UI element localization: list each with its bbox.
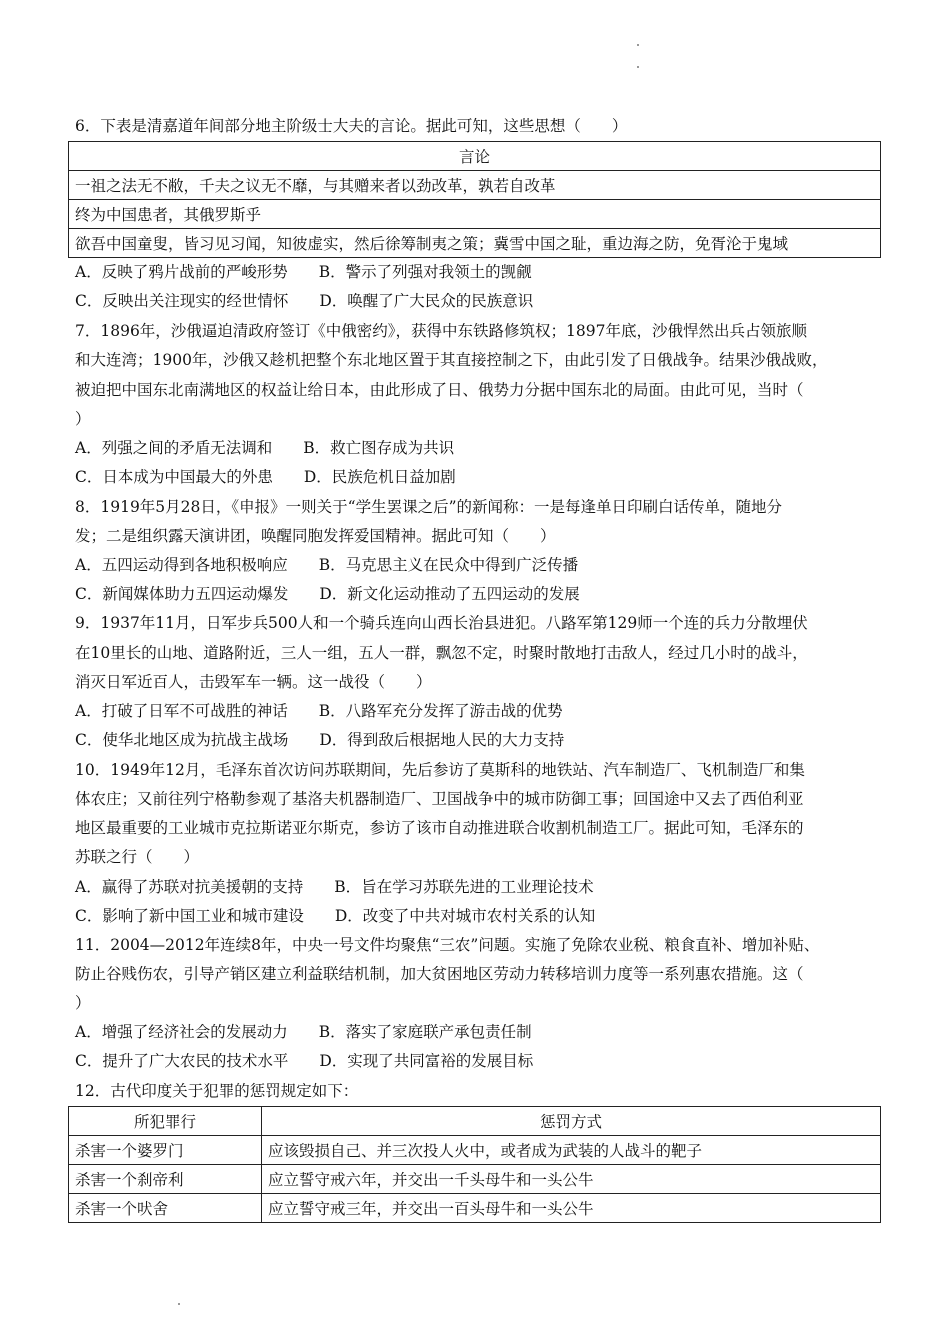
q6-stem: 6．下表是清嘉道年间部分地主阶级士大夫的言论。据此可知，这些思想（ ） — [75, 117, 628, 135]
q12-table — [68, 1106, 881, 1223]
table-row — [69, 1194, 881, 1223]
table-row — [69, 1165, 881, 1194]
table-row: 欲吾中国童叟，皆习见习闻，知彼虚实，然后徐筹制夷之策；冀雪中国之耻，重边海之防，免胥沦于鬼域 — [69, 229, 881, 258]
q10-stem-line: 体农庄；又前往列宁格勒参观了基洛夫机器制造厂、卫国战争中的城市防御工事；回国途中又去了西伯利亚 — [75, 790, 804, 808]
q9-stem-line: 在10里长的山地、道路附近，三人一组，五人一群，飘忽不定，时聚时散地打击敌人，经过几小时的战斗， — [75, 644, 808, 662]
table-cell: 杀害一个吠舍 — [69, 1194, 262, 1223]
q8-option-cd: C．新闻媒体助力五四运动爆发 D．新文化运动推动了五四运动的发展 — [75, 585, 580, 603]
table-cell: 应立誓守戒三年，并交出一百头母牛和一头公牛 — [262, 1194, 881, 1223]
q9-stem-line: 9．1937年11月，日军步兵500人和一个骑兵连向山西长治县进犯。八路军第129师一个连的兵力分散埋伏 — [75, 614, 808, 632]
table-cell: 杀害一个婆罗门 — [69, 1136, 262, 1165]
q11-stem-line: 11．2004—2012年连续8年，中央一号文件均聚焦“三农”问题。实施了免除农业税、粮食直补、增加补贴、 — [75, 936, 820, 954]
q7-option-cd: C．日本成为中国最大的外患 D．民族危机日益加剧 — [75, 468, 456, 486]
q9-option-ab: A．打破了日军不可战胜的神话 B．八路军充分发挥了游击战的优势 — [75, 702, 563, 720]
q10-option-cd: C．影响了新中国工业和城市建设 D．改变了中共对城市农村关系的认知 — [75, 907, 596, 925]
table-row — [69, 1136, 881, 1165]
q11-option-ab: A．增强了经济社会的发展动力 B．落实了家庭联产承包责任制 — [75, 1023, 532, 1041]
q8-stem-line: 发；二是组织露天演讲团，唤醒同胞发挥爱国精神。据此可知（ ） — [75, 527, 556, 545]
q7-stem-line: 被迫把中国东北南满地区的权益让给日本，由此形成了日、俄势力分据中国东北的局面。由此可见，当时（ — [75, 381, 804, 399]
q8-option-ab: A．五四运动得到各地积极响应 B．马克思主义在民众中得到广泛传播 — [75, 556, 579, 574]
q8-stem-line: 8．1919年5月28日，《申报》一则关于“学生罢课之后”的新闻称：一是每逢单日印刷白话传单，随地分 — [75, 498, 782, 516]
table-row: 一祖之法无不敝，千夫之议无不靡，与其赠来者以劲改革，孰若自改革 — [69, 171, 881, 200]
scan-dot — [637, 66, 639, 68]
q6-option-ab: A．反映了鸦片战前的严峻形势 B．警示了列强对我领土的觊觎 — [75, 263, 532, 281]
scan-dot — [178, 1303, 180, 1305]
q6-table — [68, 141, 881, 258]
q10-stem-line: 苏联之行（ ） — [75, 848, 200, 866]
q9-option-cd: C．使华北地区成为抗战主战场 D．得到敌后根据地人民的大力支持 — [75, 731, 565, 749]
q12-table-header: 所犯罪行 — [69, 1107, 262, 1136]
scan-dot — [637, 44, 639, 46]
table-cell: 应立誓守戒六年，并交出一千头母牛和一头公牛 — [262, 1165, 881, 1194]
q7-stem-line: ） — [75, 410, 91, 428]
q11-option-cd: C．提升了广大农民的技术水平 D．实现了共同富裕的发展目标 — [75, 1052, 534, 1070]
q10-stem-line: 地区最重要的工业城市克拉斯诺亚尔斯克，参访了该市自动推进联合收割机制造工厂。据此可知，毛泽东的 — [75, 819, 804, 837]
q10-stem-line: 10．1949年12月，毛泽东首次访问苏联期间，先后参访了莫斯科的地铁站、汽车制造厂、飞机制造厂和集 — [75, 761, 805, 779]
q7-stem-line: 7．1896年，沙俄逼迫清政府签订《中俄密约》，获得中东铁路修筑权；1897年底，沙俄悍然出兵占领旅顺 — [75, 322, 808, 340]
q6-table-header: 言论 — [69, 142, 881, 171]
q7-option-ab: A．列强之间的矛盾无法调和 B．救亡图存成为共识 — [75, 439, 455, 457]
q11-stem-line: 防止谷贱伤农，引导产销区建立利益联结机制，加大贫困地区劳动力转移培训力度等一系列惠农措施。这（ — [75, 965, 804, 983]
table-row: 终为中国患者，其俄罗斯乎 — [69, 200, 881, 229]
table-cell: 应该毁损自己、并三次投人火中，或者成为武装的人战斗的靶子 — [262, 1136, 881, 1165]
q10-option-ab: A．赢得了苏联对抗美援朝的支持 B．旨在学习苏联先进的工业理论技术 — [75, 878, 594, 896]
q6-option-cd: C．反映出关注现实的经世情怀 D．唤醒了广大民众的民族意识 — [75, 292, 534, 310]
q12-table-header: 惩罚方式 — [262, 1107, 881, 1136]
table-cell: 杀害一个刹帝利 — [69, 1165, 262, 1194]
q7-stem-line: 和大连湾；1900年，沙俄又趁机把整个东北地区置于其直接控制之下，由此引发了日俄战争。结果沙俄战败， — [75, 351, 828, 369]
q9-stem-line: 消灭日军近百人，击毁军车一辆。这一战役（ ） — [75, 673, 432, 691]
q12-stem: 12．古代印度关于犯罪的惩罚规定如下： — [75, 1082, 359, 1100]
q11-stem-line: ） — [75, 994, 91, 1012]
